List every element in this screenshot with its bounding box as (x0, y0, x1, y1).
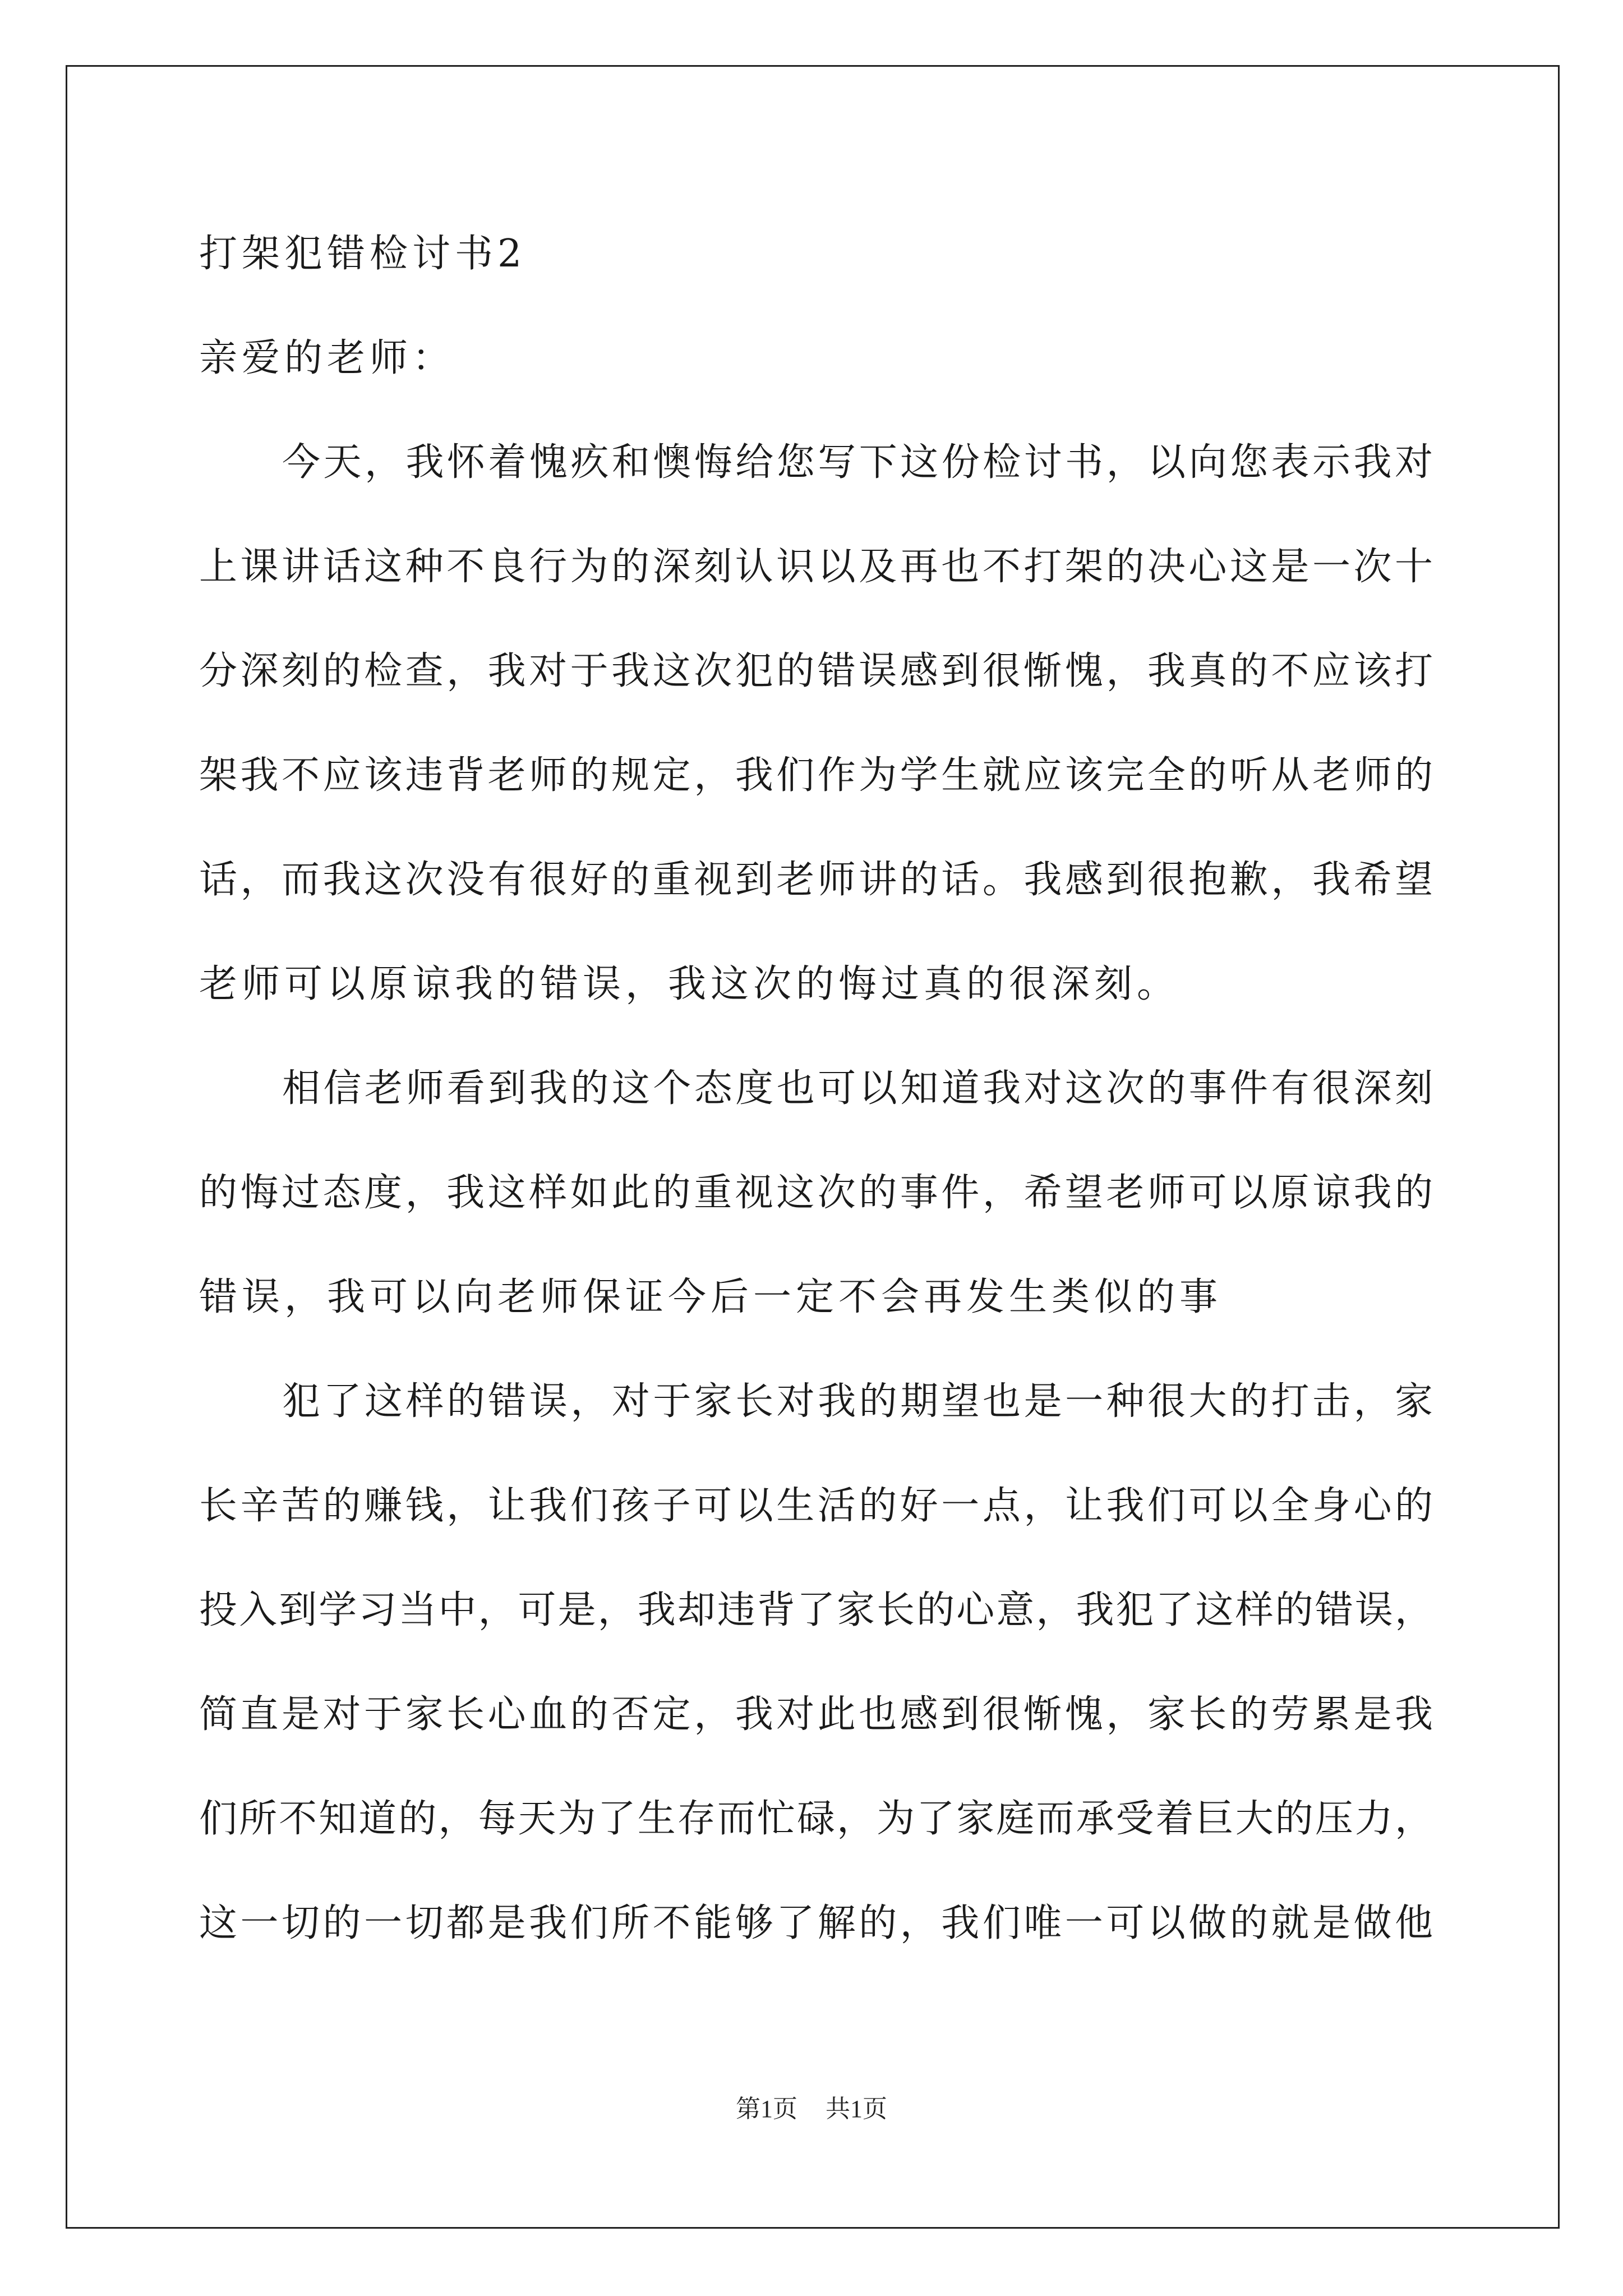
paragraph-line: 老师可以原谅我的错误，我这次的悔过真的很深刻。 (199, 962, 1180, 1006)
paragraph-1 (199, 411, 1433, 1037)
paragraph-2 (199, 1037, 1433, 1350)
paragraph-line: 投入到学习当中，可是，我却违背了家长的心意，我犯了这样的错误， (199, 1588, 1433, 1632)
paragraph-line: 相信老师看到我的这个态度也可以知道我对这次的事件有很深刻 (282, 1066, 1433, 1111)
paragraph-line: 长辛苦的赚钱，让我们孩子可以生活的好一点，让我们可以全身心的 (199, 1484, 1433, 1528)
page-footer (0, 2092, 1623, 2126)
paragraph-line: 犯了这样的错误，对于家长对我的期望也是一种很大的打击，家 (282, 1379, 1433, 1424)
paragraph-line: 错误，我可以向老师保证今后一定不会再发生类似的事 (199, 1275, 1223, 1319)
paragraph-line: 简直是对于家长心血的否定，我对此也感到很惭愧，家长的劳累是我 (199, 1692, 1433, 1737)
document-title: 打架犯错检讨书2 (199, 232, 527, 276)
paragraph-line: 话，而我这次没有很好的重视到老师讲的话。我感到很抱歉，我希望 (199, 858, 1433, 902)
paragraph-3 (199, 1350, 1433, 1976)
document-body (199, 202, 1433, 1976)
paragraph-line: 的悔过态度，我这样如此的重视这次的事件，希望老师可以原谅我的 (199, 1171, 1433, 1215)
paragraph-line: 这一切的一切都是我们所不能够了解的，我们唯一可以做的就是做他 (199, 1901, 1433, 1945)
paragraph-line: 上课讲话这种不良行为的深刻认识以及再也不打架的决心这是一次十 (199, 545, 1433, 589)
paragraph-line: 今天，我怀着愧疚和懊悔给您写下这份检讨书，以向您表示我对 (282, 440, 1433, 485)
salutation: 亲爱的老师： (199, 336, 455, 380)
paragraph-line: 架我不应该违背老师的规定，我们作为学生就应该完全的听从老师的 (199, 753, 1433, 798)
page-number: 第1页 (736, 2095, 797, 2123)
page-total: 共1页 (826, 2095, 887, 2123)
paragraph-line: 们所不知道的，每天为了生存而忙碌，为了家庭而承受着巨大的压力， (199, 1797, 1433, 1841)
paragraph-line: 分深刻的检查，我对于我这次犯的错误感到很惭愧，我真的不应该打 (199, 649, 1433, 693)
